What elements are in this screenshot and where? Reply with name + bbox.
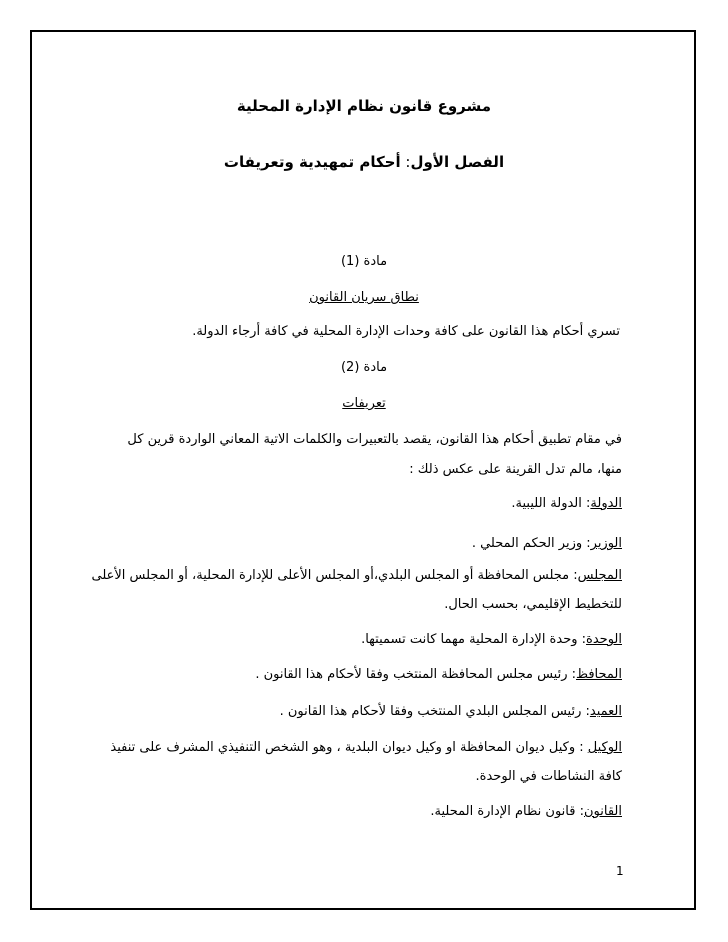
definition-term: الوكيل: [587, 740, 622, 755]
article-2-intro-line-1: في مقام تطبيق أحكام هذا القانون، يقصد بالتعبيرات والكلمات الاتية المعاني الواردة قرين كل: [127, 432, 622, 447]
article-2-heading-text: تعريفات: [342, 396, 386, 411]
definition-term: الوحدة: [586, 632, 622, 647]
definition-governor: [255, 667, 622, 683]
definition-term: المحافظ: [576, 667, 622, 682]
definition-separator: :: [575, 740, 588, 755]
article-1-heading: [0, 290, 728, 306]
article-2-number: مادة (2): [340, 360, 388, 375]
definition-term: المجلس: [577, 568, 622, 583]
article-2-heading: [0, 396, 728, 412]
definition-term: القانون: [584, 804, 622, 819]
definition-council: [91, 568, 622, 584]
definition-text: رئيس المجلس البلدي المنتخب وفقا لأحكام هذا القانون .: [279, 704, 582, 719]
page-number: 1: [616, 864, 624, 878]
definition-text: رئيس مجلس المحافظة المنتخب وفقا لأحكام هذا القانون .: [255, 667, 568, 682]
definition-term: الوزير: [590, 536, 622, 551]
article-1-number: مادة (1): [340, 254, 388, 269]
document-title: مشروع قانون نظام الإدارة المحلية: [236, 97, 492, 115]
definition-deputy-continued: كافة النشاطات في الوحدة.: [475, 769, 622, 784]
definition-term: العميد: [589, 704, 622, 719]
definition-text: وزير الحكم المحلي .: [471, 536, 583, 551]
definition-text: وحدة الإدارة المحلية مهما كانت تسميتها.: [361, 632, 578, 647]
definition-separator: :: [581, 496, 591, 511]
definition-text: مجلس المحافظة أو المجلس البلدي،أو المجلس الأعلى للإدارة المحلية، أو المجلس الأعلى: [91, 568, 570, 583]
definition-deputy: [110, 740, 622, 756]
definition-text: الدولة الليبية.: [511, 496, 582, 511]
definition-term: الدولة: [590, 496, 622, 511]
definition-separator: :: [575, 804, 584, 819]
definition-separator: :: [581, 704, 590, 719]
definition-unit: [361, 632, 622, 648]
chapter-heading: [0, 154, 728, 170]
definition-law: [430, 804, 622, 820]
definition-state: [511, 496, 622, 512]
chapter-title: أحكام تمهيدية وتعريفات: [223, 153, 401, 171]
chapter-separator: :: [400, 153, 411, 171]
definition-separator: :: [569, 568, 578, 583]
article-2-intro-line-2: منها، مالم تدل القرينة على عكس ذلك :: [409, 462, 622, 477]
definition-mayor: [280, 704, 622, 720]
definition-text: قانون نظام الإدارة المحلية.: [430, 804, 576, 819]
definition-separator: :: [567, 667, 576, 682]
definition-separator: :: [577, 632, 587, 647]
chapter-label: الفصل الأول: [410, 153, 505, 171]
article-1-heading-text: نطاق سريان القانون: [309, 290, 419, 305]
definition-text: وكيل ديوان المحافظة او وكيل ديوان البلدية ، وهو الشخص التنفيذي المشرف على تنفيذ: [110, 740, 576, 755]
definition-minister: [472, 536, 622, 552]
definition-separator: :: [582, 536, 591, 551]
article-1-text: تسري أحكام هذا القانون على كافة وحدات الإدارة المحلية في كافة أرجاء الدولة.: [192, 324, 620, 339]
definition-council-continued: للتخطيط الإقليمي، بحسب الحال.: [444, 597, 622, 612]
